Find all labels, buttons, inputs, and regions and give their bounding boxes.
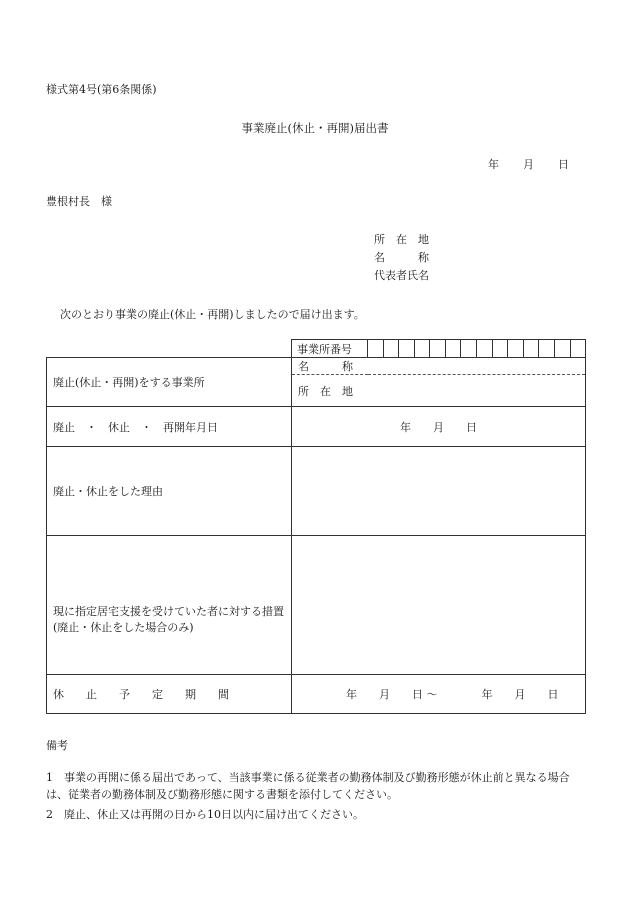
business-label: 廃止(休止・再開)をする事業所: [47, 358, 292, 407]
measures-label: [47, 536, 292, 675]
office-number-digit-box[interactable]: [368, 340, 383, 357]
business-name-field[interactable]: [292, 358, 586, 375]
office-number-digit-box[interactable]: [507, 340, 523, 357]
date-year: 年: [488, 158, 499, 171]
form-number: 様式第4号(第6条関係): [46, 83, 157, 96]
applicant-rep-label: 代表者氏名: [374, 269, 429, 282]
intro-text: 次のとおり事業の廃止(休止・再開)しましたので届け出ます。: [60, 308, 365, 321]
date-day: 日: [558, 158, 569, 171]
suspension-label: 休 止 予 定 期 間: [47, 675, 292, 714]
date-field[interactable]: [292, 407, 586, 447]
office-number-digit-box[interactable]: [414, 340, 430, 357]
addressee: 豊根村長 様: [46, 195, 112, 208]
blank-cell: [47, 340, 292, 358]
measures-label-main: 現に指定居宅支援を受けていた者に対する措置: [53, 605, 284, 618]
office-number-digit-box[interactable]: [538, 340, 554, 357]
date-value: 年 月 日: [400, 420, 477, 434]
office-number-digit-box[interactable]: [429, 340, 445, 357]
office-number-digit-box[interactable]: [570, 340, 586, 357]
date-label: 廃止 ・ 休止 ・ 再開年月日: [47, 407, 292, 447]
note-item-2: 2 廃止、休止又は再開の日から10日以内に届け出てください。: [46, 808, 364, 821]
reason-label: 廃止・休止をした理由: [47, 447, 292, 536]
office-number-field[interactable]: [368, 340, 586, 358]
measures-field[interactable]: [292, 536, 586, 675]
business-address-label: 所 在 地: [298, 384, 353, 398]
office-number-digit-box[interactable]: [492, 340, 508, 357]
notification-table: [46, 339, 586, 714]
measures-label-note: (廃止・休止をした場合のみ): [53, 621, 194, 634]
note-item-1: 1 事業の再開に係る届出であって、当該事業に係る従業者の勤務体制及び勤務形態が休止前と異なる場合は、従業者の勤務体制及び勤務形態に関する書類を添付してください。: [46, 771, 570, 801]
office-number-digit-box[interactable]: [554, 340, 570, 357]
suspension-value: 年 月 日 ～ 年 月 日: [346, 688, 559, 701]
business-name-label: 名 称: [298, 360, 353, 374]
submission-date: [488, 156, 569, 172]
date-month: 月: [523, 158, 534, 171]
office-number-digit-box[interactable]: [383, 340, 399, 357]
office-number-digit-box[interactable]: [398, 340, 414, 357]
office-number-digit-box[interactable]: [445, 340, 461, 357]
suspension-field[interactable]: [292, 675, 586, 714]
notes-heading: 備考: [46, 739, 68, 752]
document-title: 事業廃止(休止・再開)届出書: [241, 121, 389, 135]
applicant-block: [374, 231, 434, 285]
reason-field[interactable]: [292, 447, 586, 536]
business-address-field[interactable]: [292, 375, 586, 407]
office-number-digit-box[interactable]: [460, 340, 476, 357]
applicant-name-label: 名 称: [374, 251, 429, 264]
office-number-digit-box[interactable]: [523, 340, 539, 357]
applicant-address-label: 所 在 地: [374, 233, 429, 246]
office-number-label: 事業所番号: [292, 340, 368, 358]
office-number-digit-box[interactable]: [476, 340, 492, 357]
